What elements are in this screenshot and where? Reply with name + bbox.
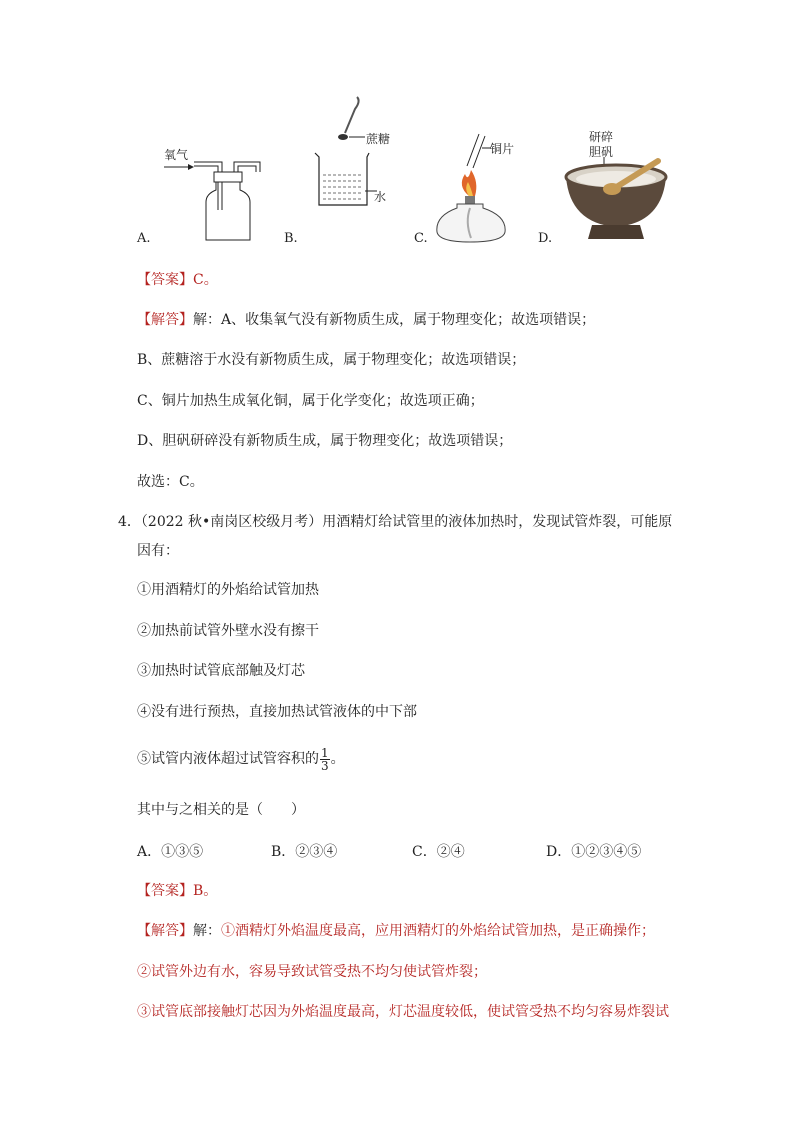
q3-analysis-label: 【解答】	[137, 312, 193, 328]
q3-answer-value: C。	[193, 272, 218, 288]
q4-answer-label: 【答案】	[137, 883, 193, 899]
q3-analysis-d: D、胆矾研碎没有新物质生成，属于物理变化；故选项错误；	[137, 433, 513, 449]
q3-answer-label: 【答案】	[137, 272, 193, 288]
q3-analysis-a: 解：A、收集氧气没有新物质生成，属于物理变化；故选项错误；	[193, 312, 596, 328]
copper-label: 铜片	[490, 142, 515, 156]
q4-item-1: ①用酒精灯的外焰给试管加热	[137, 582, 319, 598]
q4-analysis-1b: ①酒精灯外焰温度最高，应用酒精灯的外焰给试管加热，是正确操作；	[221, 923, 655, 939]
alcohol-lamp-figure	[435, 132, 525, 244]
oxygen-label: 氧气	[164, 148, 189, 162]
q4-item-3: ③加热时试管底部触及灯芯	[137, 663, 305, 679]
q4-option-c: C．②④	[412, 844, 465, 860]
option-c-letter: C.	[414, 231, 428, 246]
q4-item-2: ②加热前试管外壁水没有擦干	[137, 623, 319, 639]
q3-choose: 故选：C。	[137, 474, 204, 490]
q4-analysis-label: 【解答】	[137, 923, 193, 939]
fraction-numerator: 1	[321, 745, 329, 760]
option-b-letter: B.	[284, 231, 298, 246]
q4-item-5-suffix: 。	[330, 751, 345, 767]
q4-analysis-2: ②试管外边有水，容易导致试管受热不均匀使试管炸裂；	[137, 964, 487, 980]
q4-analysis-1a: 解：	[193, 923, 221, 939]
grind-label-1: 研碎	[589, 130, 614, 144]
mortar-figure	[562, 155, 672, 243]
q4-analysis-3: ③试管底部接触灯芯因为外焰温度最高，灯芯温度较低，使试管受热不均匀容易炸裂试	[137, 1004, 669, 1020]
water-label: 水	[374, 190, 387, 204]
q3-analysis-c: C、铜片加热生成氧化铜，属于化学变化；故选项正确；	[137, 393, 484, 409]
q4-item-5	[137, 742, 345, 776]
option-a-letter: A.	[137, 231, 151, 246]
sugar-label: 蔗糖	[366, 132, 391, 146]
grind-label-2: 胆矾	[589, 145, 614, 159]
q4-option-a: A．①③⑤	[137, 844, 204, 860]
option-d-letter: D.	[538, 231, 553, 246]
q4-analysis-line-1	[137, 921, 655, 941]
q4-option-b: B．②③④	[271, 844, 338, 860]
q4-item-4: ④没有进行预热，直接加热试管液体的中下部	[137, 704, 417, 720]
q4-stem-line-1: 4．（2022 秋•南岗区校级月考）用酒精灯给试管里的液体加热时，发现试管炸裂，可能原	[118, 514, 673, 530]
beaker-figure	[305, 95, 385, 215]
q4-option-d: D．①②③④⑤	[546, 844, 642, 860]
q4-ask: 其中与之相关的是（ ）	[137, 802, 305, 818]
q3-analysis-b: B、蔗糖溶于水没有新物质生成，属于物理变化；故选项错误；	[137, 352, 526, 368]
gas-bottle-figure	[160, 150, 270, 245]
q4-answer-value: B。	[193, 883, 218, 899]
q3-answer-line	[137, 270, 218, 290]
fraction	[320, 747, 330, 772]
fraction-denominator: 3	[321, 758, 329, 773]
q4-stem-line-2: 因有：	[137, 543, 179, 559]
q3-analysis-line-a	[137, 310, 595, 330]
q4-item-5-prefix: ⑤试管内液体超过试管容积的	[137, 751, 319, 767]
q4-answer-line	[137, 881, 217, 901]
